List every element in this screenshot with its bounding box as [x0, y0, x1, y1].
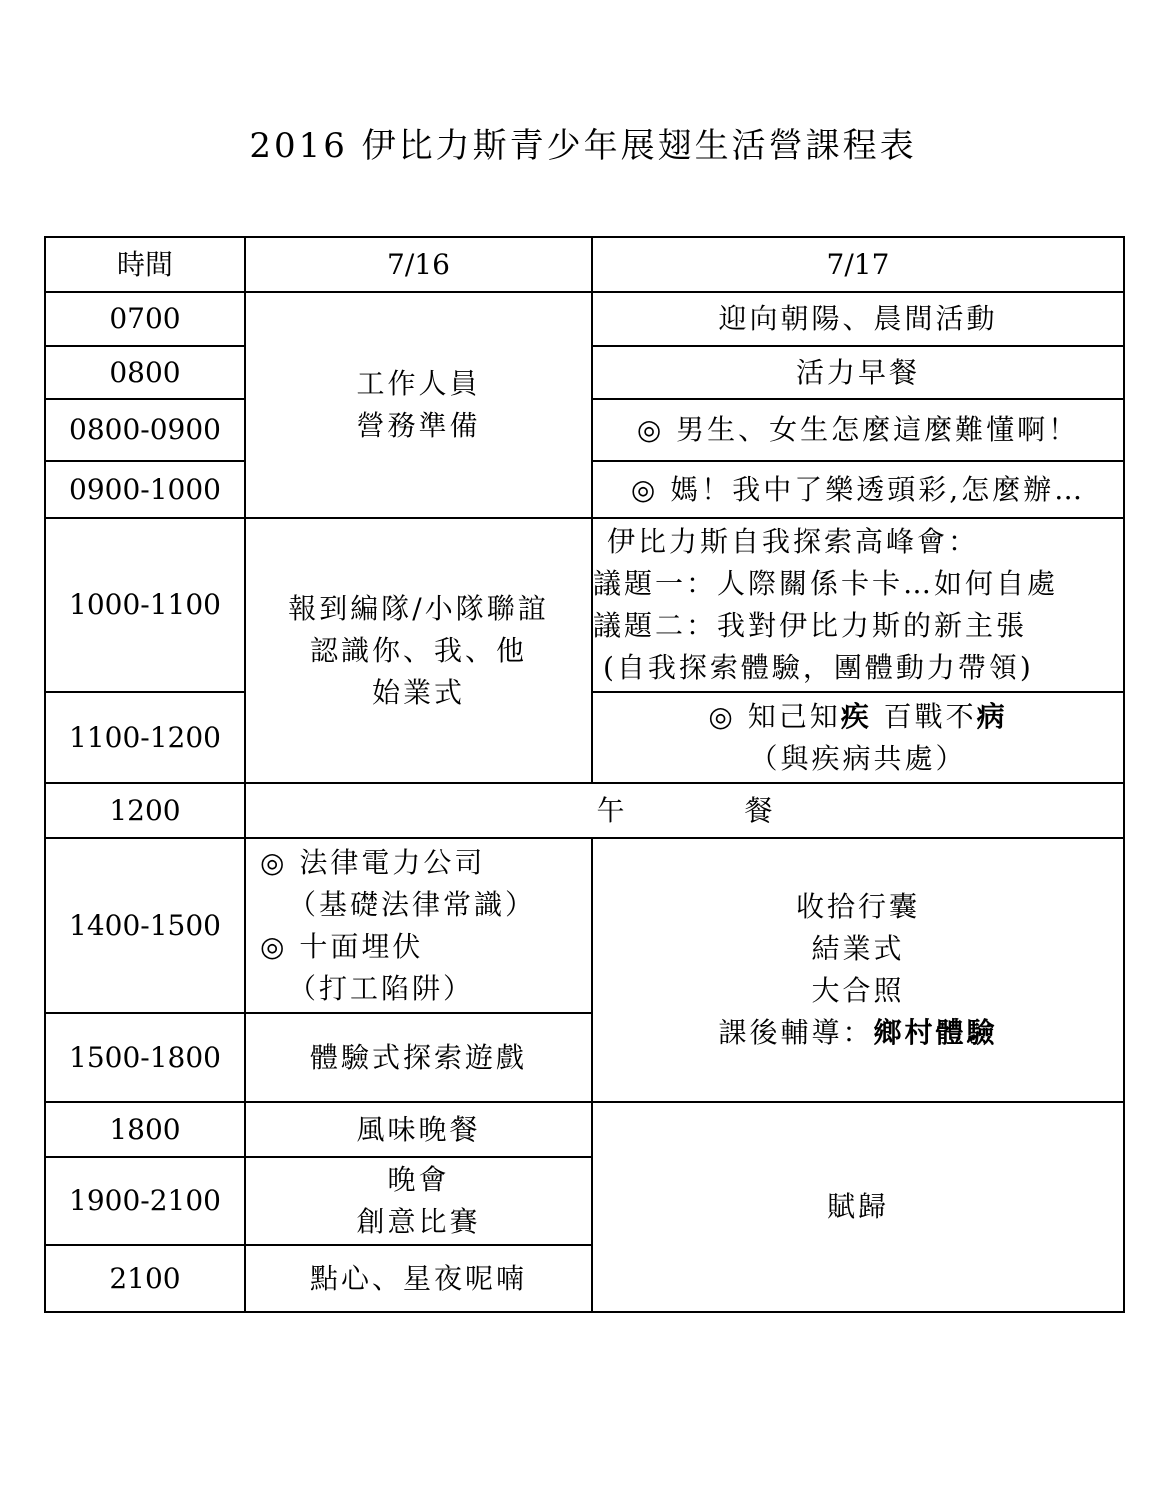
- table-header-row: [45, 237, 1124, 292]
- schedule-table: [44, 236, 1125, 1313]
- day2-closing-line: 收拾行囊: [795, 890, 920, 923]
- time-cell: 2100: [45, 1245, 245, 1312]
- day2-health-sub: （與疾病共處）: [749, 741, 967, 775]
- day2-summit-line: (自我探索體驗，團體動力帶領): [603, 651, 1034, 684]
- tutoring-label: 課後輔導：: [718, 1016, 874, 1049]
- day1-game: 體驗式探索遊戲: [245, 1013, 592, 1102]
- day1-dinner: 風味晚餐: [245, 1102, 592, 1157]
- time-cell: 1900-2100: [45, 1157, 245, 1245]
- day2-closing: [592, 838, 1124, 1102]
- tutoring-value: 鄉村體驗: [873, 1016, 998, 1049]
- day2-summit-line: 議題一：人際關係卡卡…如何自處: [593, 567, 1059, 600]
- time-cell: 0700: [45, 292, 245, 346]
- health-text-bold: 病: [976, 699, 1008, 733]
- day1-registration-line: 認識你、我、他: [309, 633, 527, 667]
- health-text: 百戰不: [871, 699, 977, 733]
- day2-closing-line: 結業式: [811, 932, 905, 965]
- health-text: ◎ 知己知: [708, 699, 841, 733]
- day2-summit: [592, 518, 1124, 692]
- day2-breakfast: 活力早餐: [592, 346, 1124, 399]
- day1-registration-line: 始業式: [371, 675, 465, 709]
- time-cell: 1000-1100: [45, 518, 245, 692]
- table-row: [45, 838, 1124, 1013]
- day1-registration-line: 報到編隊/小隊聯誼: [288, 591, 549, 625]
- day2-closing-line: 大合照: [811, 974, 905, 1007]
- day1-night: 點心、星夜呢喃: [245, 1245, 592, 1312]
- day2-summit-line: 議題二：我對伊比力斯的新主張: [593, 609, 1028, 642]
- day2-session1: ◎ 男生、女生怎麼這麼難懂啊！: [592, 399, 1124, 461]
- time-cell: 1400-1500: [45, 838, 245, 1013]
- header-day1: 7/16: [245, 237, 592, 292]
- table-row: [45, 1102, 1124, 1157]
- time-cell: 1500-1800: [45, 1013, 245, 1102]
- day1-prep: [245, 292, 592, 518]
- lunch-cell: [245, 783, 1124, 838]
- time-cell: 1800: [45, 1102, 245, 1157]
- day1-afternoon-line: ◎ 法律電力公司: [260, 845, 486, 879]
- day2-health-title: [593, 696, 1123, 738]
- day1-registration: [245, 518, 592, 783]
- time-cell: 1200: [45, 783, 245, 838]
- time-cell: 0800-0900: [45, 399, 245, 461]
- day2-session2: ◎ 媽！我中了樂透頭彩,怎麼辦…: [592, 461, 1124, 518]
- header-time: 時間: [45, 237, 245, 292]
- day1-evening-line: 創意比賽: [356, 1205, 481, 1238]
- day2-health: [592, 692, 1124, 783]
- lunch-b: 餐: [744, 793, 773, 827]
- day1-afternoon: [245, 838, 592, 1013]
- day1-evening: [245, 1157, 592, 1245]
- page-title: 2016 伊比力斯青少年展翅生活營課程表: [249, 126, 917, 166]
- time-cell: 1100-1200: [45, 692, 245, 783]
- header-day2: 7/17: [592, 237, 1124, 292]
- table-row: [45, 783, 1124, 838]
- day2-tutoring: [593, 1012, 1123, 1054]
- day1-afternoon-line: （打工陷阱）: [288, 971, 475, 1005]
- day1-evening-line: 晚會: [387, 1163, 450, 1196]
- table-row: [45, 292, 1124, 346]
- day2-summit-line: 伊比力斯自我探索高峰會：: [607, 525, 980, 558]
- day1-prep-line: 工作人員: [356, 367, 481, 400]
- table-row: [45, 518, 1124, 692]
- time-cell: 0800: [45, 346, 245, 399]
- day1-prep-line: 營務準備: [356, 409, 481, 442]
- health-text-bold: 疾: [840, 699, 872, 733]
- day2-morning: 迎向朝陽、晨間活動: [592, 292, 1124, 346]
- day1-afternoon-line: （基礎法律常識）: [288, 887, 537, 921]
- time-cell: 0900-1000: [45, 461, 245, 518]
- lunch-a: 午: [596, 793, 625, 827]
- day1-afternoon-line: ◎ 十面埋伏: [260, 929, 424, 963]
- day2-return: 賦歸: [592, 1102, 1124, 1312]
